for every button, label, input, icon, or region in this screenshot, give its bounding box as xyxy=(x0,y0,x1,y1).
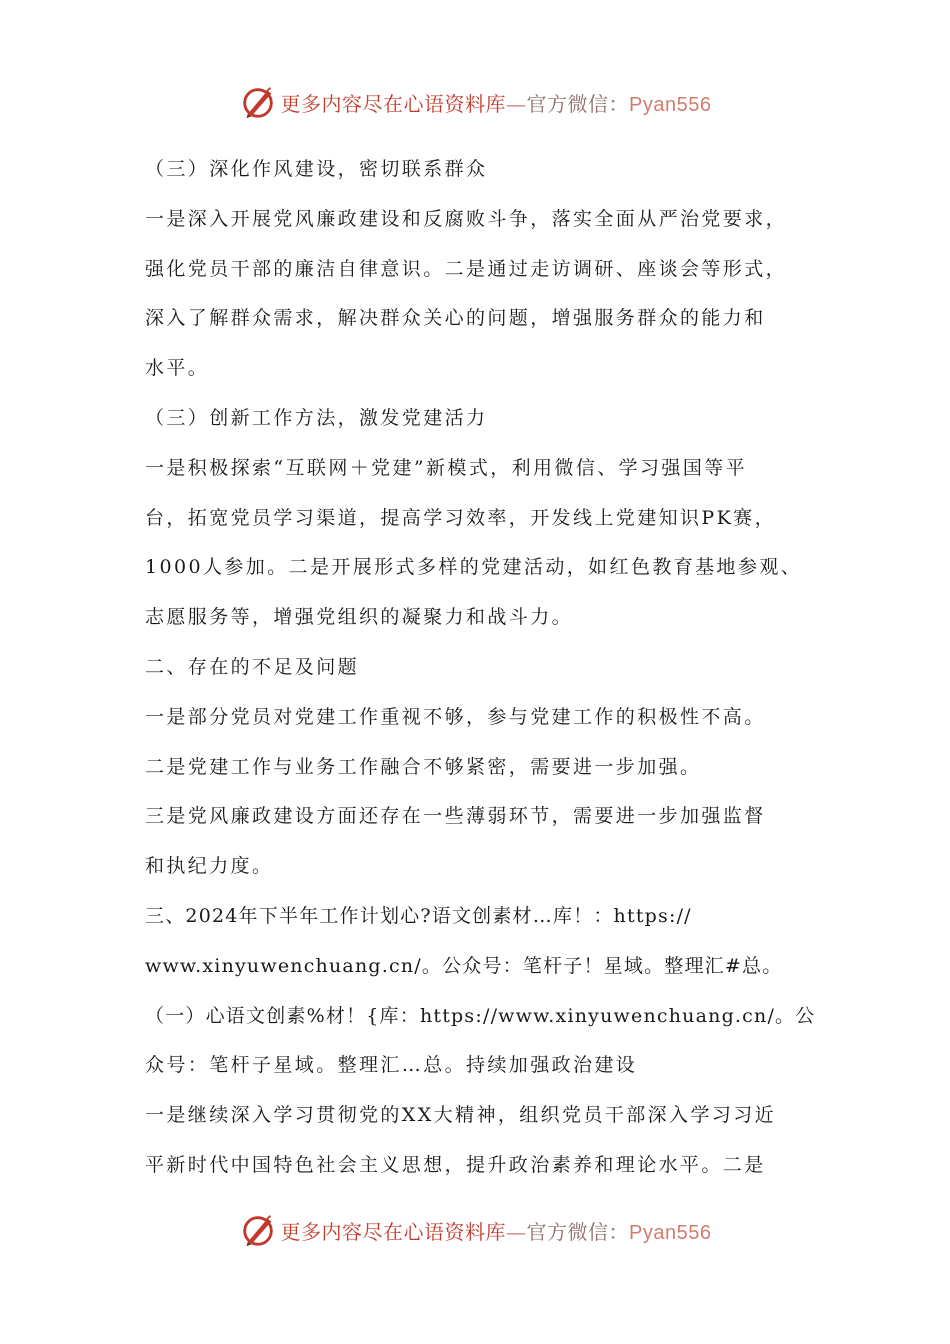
paragraph-line: 一是深入开展党风廉政建设和反腐败斗争，落实全面从严治党要求， xyxy=(145,207,788,230)
paragraph-line: 1000人参加。二是开展形式多样的党建活动，如红色教育基地参观、 xyxy=(145,556,803,579)
paragraph-line: 众号：笔杆子星域。整理汇…总。持续加强政治建设 xyxy=(145,1054,638,1077)
paragraph-line: 志愿服务等，增强党组织的凝聚力和战斗力。 xyxy=(145,606,574,629)
paragraph-line: 一是部分党员对党建工作重视不够，参与党建工作的积极性不高。 xyxy=(145,705,766,728)
paragraph-line: 平新时代中国特色社会主义思想，提升政治素养和理论水平。二是 xyxy=(145,1153,766,1176)
paragraph-line: 深入了解群众需求，解决群众关心的问题，增强服务群众的能力和 xyxy=(145,307,766,330)
watermark-wechat-id: Pyan556 xyxy=(629,1221,712,1244)
document-body xyxy=(145,145,825,1191)
watermark-wechat-label: 官方微信： xyxy=(526,91,630,116)
watermark-text xyxy=(281,1216,712,1245)
section-heading: （三）深化作风建设，密切联系群众 xyxy=(145,158,488,180)
pen-logo-icon xyxy=(239,1211,277,1249)
paragraph-line: 三是党风廉政建设方面还存在一些薄弱环节，需要进一步加强监督 xyxy=(145,805,766,828)
paragraph-line: 台，拓宽党员学习渠道，提高学习效率，开发线上党建知识PK赛， xyxy=(145,506,776,529)
section-heading: 二、存在的不足及问题 xyxy=(145,655,360,678)
pen-logo-icon xyxy=(239,83,277,121)
paragraph-line: 强化党员干部的廉洁自律意识。二是通过走访调研、座谈会等形式， xyxy=(145,257,788,280)
watermark-banner-top xyxy=(0,80,950,124)
paragraph-line: 二是党建工作与业务工作融合不够紧密，需要进一步加强。 xyxy=(145,755,702,778)
watermark-site-text: 更多内容尽在心语资料库 xyxy=(280,1219,507,1244)
section-heading: 三、2024年下半年工作计划心?语文创素材…库！：https:// xyxy=(145,904,692,927)
section-heading: （三）创新工作方法，激发党建活力 xyxy=(145,406,488,429)
section-heading: （一）心语文创素%材！{库：https://www.xinyuwenchuang.cn/。公 xyxy=(145,1004,816,1027)
watermark-wechat-id: Pyan556 xyxy=(629,93,712,116)
paragraph-line: 和执纪力度。 xyxy=(145,855,274,878)
watermark-text xyxy=(281,88,712,117)
watermark-separator: — xyxy=(506,91,527,116)
watermark-site-text: 更多内容尽在心语资料库 xyxy=(280,91,507,116)
paragraph-line: 水平。 xyxy=(145,357,210,380)
watermark-wechat-label: 官方微信： xyxy=(526,1219,630,1244)
watermark-banner-bottom xyxy=(0,1208,950,1252)
paragraph-line: 一是继续深入学习贯彻党的XX大精神，组织党员干部深入学习习近 xyxy=(145,1104,777,1127)
paragraph-line: www.xinyuwenchuang.cn/。公众号：笔杆子！星域。整理汇#总。 xyxy=(145,954,783,977)
watermark-separator: — xyxy=(506,1219,527,1244)
paragraph-line: 一是积极探索“互联网＋党建”新模式，利用微信、学习强国等平 xyxy=(145,456,748,479)
